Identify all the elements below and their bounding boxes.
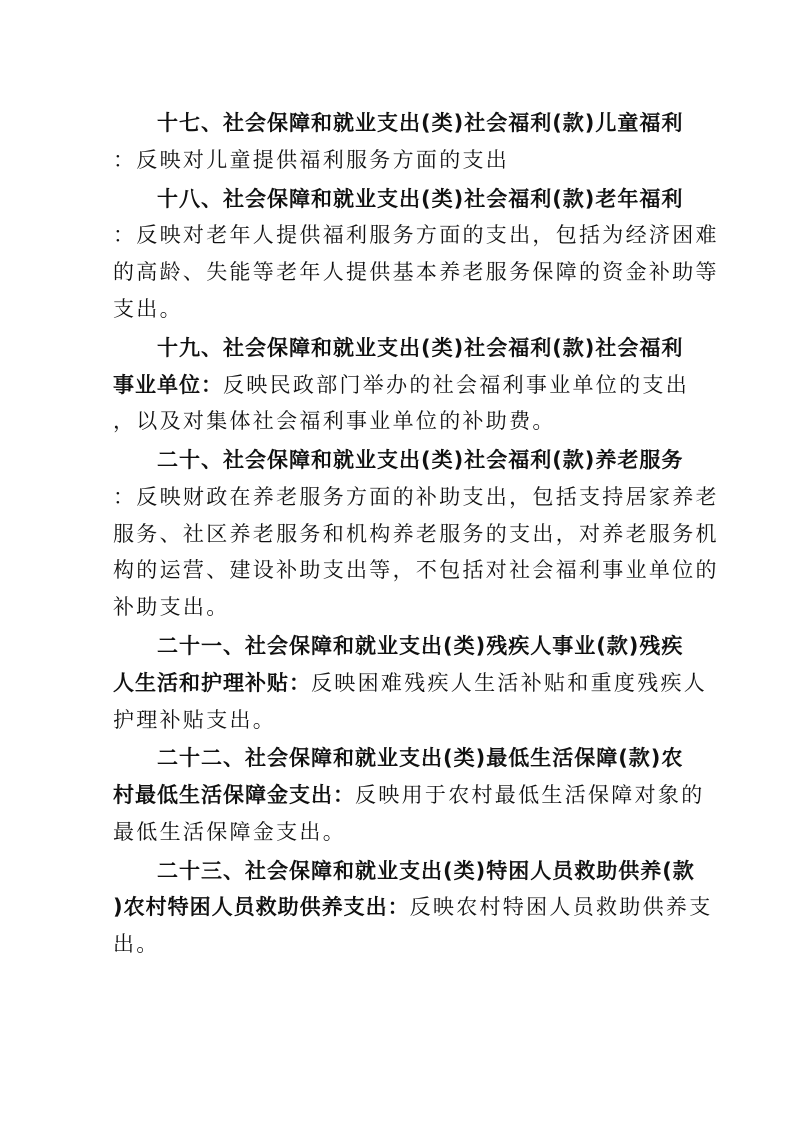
section-23-line-3 [113,929,160,959]
section-21-title: 二十一、社会保障和就业支出(类)残疾人事业(款)残疾 [157,634,684,658]
section-18-line-2 [113,220,719,250]
section-19-line-3 [113,406,556,436]
section-18-text-2: 的高龄、失能等老年人提供基本养老服务保障的资金补助等 [113,260,719,284]
section-20-line-5 [113,592,230,622]
section-20-text-3: 构的运营、建设补助支出等，不包括对社会福利事业单位的 [113,558,719,582]
section-18-heading [157,184,683,214]
section-23-heading [157,856,695,886]
section-23-title: 二十三、社会保障和就业支出(类)特困人员救助供养(款 [157,859,695,883]
section-21-text-1: 反映困难残疾人生活补贴和重度残疾人 [311,671,708,695]
section-17-title: 十七、社会保障和就业支出(类)社会福利(款)儿童福利 [157,111,684,135]
section-23-line-2 [113,892,713,922]
section-22-title-cont: 村最低生活保障金支出： [113,783,355,807]
section-20-heading [157,445,683,475]
section-19-text-1: 反映民政部门举办的社会福利事业单位的支出 [223,373,689,397]
section-19-text-2: ，以及对集体社会福利事业单位的补助费。 [113,409,556,433]
section-23-text-2: 出。 [113,932,160,956]
section-20-line-4 [113,555,719,585]
section-22-heading [157,743,683,773]
section-21-text-2: 护理补贴支出。 [113,708,277,732]
section-18-line-4 [113,294,183,324]
section-22-line-3 [113,817,346,847]
section-18-text-1: ：反映对老年人提供福利服务方面的支出，包括为经济困难 [113,223,719,247]
section-18-text-3: 支出。 [113,297,183,321]
section-20-line-3 [113,519,719,549]
section-20-text-4: 补助支出。 [113,595,230,619]
section-17-heading [157,108,683,138]
section-21-line-2 [113,668,707,698]
section-21-heading [157,631,683,661]
section-23-text-1: 反映农村特困人员救助供养支 [409,895,713,919]
section-21-line-3 [113,705,276,735]
section-19-title-cont: 事业单位： [113,373,223,397]
section-20-line-2 [113,482,719,512]
section-20-text-2: 服务、社区养老服务和机构养老服务的支出，对养老服务机 [113,522,719,546]
section-19-heading [157,333,683,363]
section-20-text-1: ：反映财政在养老服务方面的补助支出，包括支持居家养老 [113,485,719,509]
section-19-line-2 [113,370,689,400]
section-17-text: ：反映对儿童提供福利服务方面的支出 [113,148,510,172]
section-22-text-2: 最低生活保障金支出。 [113,820,346,844]
section-22-text-1: 反映用于农村最低生活保障对象的 [355,783,705,807]
section-22-line-2 [113,780,705,810]
section-17-line-2 [113,145,509,175]
section-22-title: 二十二、社会保障和就业支出(类)最低生活保障(款)农 [157,746,684,770]
section-18-line-3 [113,257,719,287]
section-18-title: 十八、社会保障和就业支出(类)社会福利(款)老年福利 [157,187,684,211]
section-21-title-cont: 人生活和护理补贴： [113,671,311,695]
section-23-title-cont: )农村特困人员救助供养支出： [113,895,410,919]
section-19-title: 十九、社会保障和就业支出(类)社会福利(款)社会福利 [157,336,684,360]
section-20-title: 二十、社会保障和就业支出(类)社会福利(款)养老服务 [157,448,684,472]
